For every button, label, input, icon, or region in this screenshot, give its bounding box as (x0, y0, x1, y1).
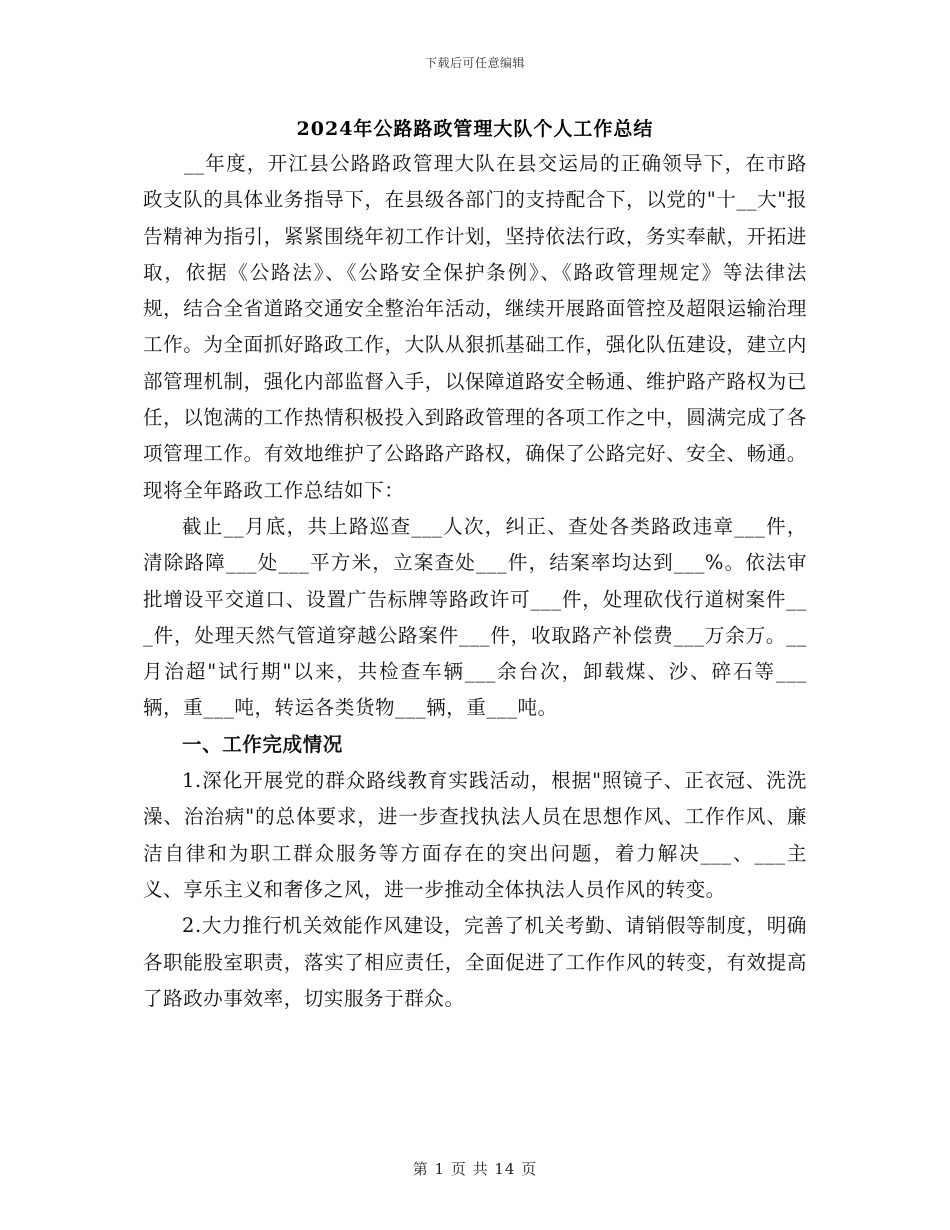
intro-paragraph: __年度，开江县公路路政管理大队在县交运局的正确领导下，在市路政支队的具体业务指导下，在县级各部门的支持配合下，以党的"十__大"报告精神为指引，紧紧围绕年初工作计划，坚持依法行政，务实奉献，开拓进取，依据《公路法》、《公路安全保护条例》、《路政管理规定》等法律法规，结合全省道路交通安全整治年活动，继续开展路面管控及超限运输治理工作。为全面抓好路政工作，大队从狠抓基础工作，强化队伍建设，建立内部管理机制，强化内部监督入手，以保障道路安全畅通、维护路产路权为已任，以饱满的工作热情积极投入到路政管理的各项工作之中，圆满完成了各项管理工作。有效地维护了公路路产路权，确保了公路完好、安全、畅通。现将全年路政工作总结如下： (143, 152, 807, 502)
document-body (143, 146, 807, 1017)
list-item: 2.大力推行机关效能作风建设，完善了机关考勤、请销假等制度，明确各职能股室职责，落实了相应责任，全面促进了工作作风的转变，有效提高了路政办事效率，切实服务于群众。 (143, 914, 807, 1010)
page-number-footer: 第 1 页 共 14 页 (412, 1160, 538, 1178)
statistics-paragraph: 截止__月底，共上路巡查___人次，纠正、查处各类路政违章___件，清除路障___处___平方米，立案查处___件，结案率均达到___%。依法审批增设平交道口、设置广告标牌等路政许可___件，处理砍伐行道树案件___件，处理天然气管道穿越公路案件___件，收取路产补偿费___万余万。__月治超"试行期"以来，共检查车辆___余台次，卸载煤、沙、碎石等___辆，重___吨，转运各类货物___辆，重___吨。 (143, 514, 807, 720)
section-heading: 一、工作完成情况 (182, 732, 343, 756)
header-note: 下载后可任意编辑 (424, 56, 525, 70)
list-item: 1.深化开展党的群众路线教育实践活动，根据"照镜子、正衣冠、洗洗澡、治治病"的总体要求，进一步查找执法人员在思想作风、工作作风、廉洁自律和为职工群众服务等方面存在的突出问题，着力解决___、___主义、享乐主义和奢侈之风，进一步推动全体执法人员作风的转变。 (143, 769, 807, 901)
document-title: 2024年公路路政管理大队个人工作总结 (296, 118, 654, 140)
